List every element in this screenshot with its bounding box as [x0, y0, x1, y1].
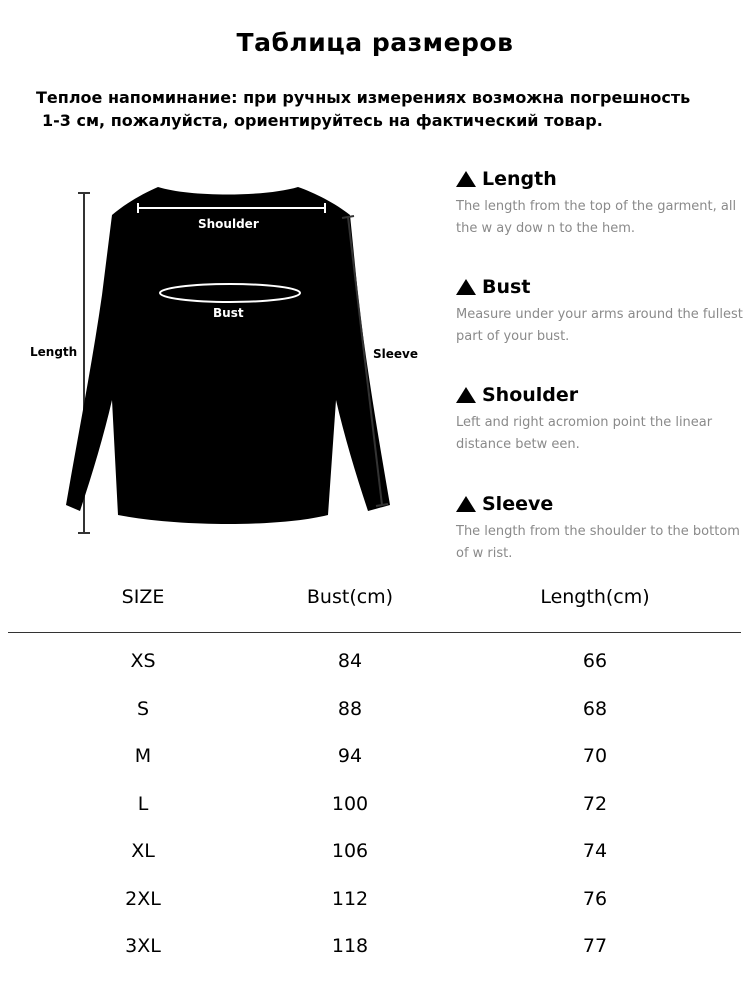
definition-length — [456, 168, 746, 240]
definition-text: The length from the shoulder to the bottom of w rist. — [456, 524, 740, 561]
header-length: Length(cm) — [540, 586, 650, 608]
definition-text: Measure under your arms around the fullest part of your bust. — [456, 307, 743, 344]
cell-bust: 88 — [337, 697, 363, 720]
cell-size: M — [134, 745, 152, 767]
cell-size: 2XL — [125, 887, 161, 910]
cell-length: 66 — [582, 650, 608, 672]
definition-bust — [456, 276, 746, 348]
definition-shoulder — [456, 384, 746, 456]
cell-bust: 112 — [331, 887, 369, 910]
definition-title: Bust — [482, 276, 531, 298]
table-row — [0, 793, 750, 841]
cell-size: XS — [130, 650, 156, 672]
header-size: SIZE — [121, 586, 165, 608]
cell-length: 72 — [582, 792, 608, 815]
cell-size: 3XL — [125, 935, 161, 957]
definition-text: Left and right acromion point the linear distance betw een. — [456, 415, 713, 452]
triangle-icon — [456, 279, 476, 295]
cell-length: 77 — [582, 935, 608, 957]
size-table-header — [0, 586, 750, 618]
cell-size: L — [137, 792, 149, 815]
cell-bust: 106 — [331, 840, 369, 862]
table-row — [0, 840, 750, 888]
table-row — [0, 888, 750, 936]
definition-text: The length from the top of the garment, all the w ay dow n to the hem. — [456, 199, 737, 236]
table-row — [0, 698, 750, 746]
definition-title: Length — [482, 168, 557, 190]
cell-bust: 94 — [337, 745, 363, 767]
bust-label: Bust — [213, 306, 244, 320]
cell-bust: 84 — [337, 650, 363, 672]
table-row — [0, 650, 750, 698]
sleeve-label: Sleeve — [373, 347, 418, 361]
sweater-illustration — [20, 175, 440, 555]
cell-size: XL — [131, 840, 155, 862]
garment-diagram — [20, 175, 440, 555]
shoulder-label: Shoulder — [198, 217, 259, 231]
cell-length: 76 — [582, 887, 608, 910]
length-label: Length — [30, 345, 78, 359]
header-divider — [8, 632, 741, 633]
notice-line-1: Теплое напоминание: при ручных измерениях возможна погрешность — [36, 88, 691, 107]
measurement-notice — [36, 86, 736, 132]
triangle-icon — [456, 171, 476, 187]
header-bust: Bust(cm) — [306, 586, 394, 608]
definition-title: Sleeve — [482, 493, 554, 515]
table-row — [0, 745, 750, 793]
cell-bust: 118 — [331, 935, 369, 957]
cell-bust: 100 — [331, 792, 369, 815]
cell-length: 74 — [582, 840, 608, 862]
cell-length: 70 — [582, 745, 608, 767]
cell-length: 68 — [582, 697, 608, 720]
notice-line-2: 1-3 см, пожалуйста, ориентируйтесь на фактический товар. — [42, 111, 603, 130]
definition-title: Shoulder — [482, 384, 579, 406]
triangle-icon — [456, 496, 476, 512]
definition-sleeve — [456, 493, 746, 565]
table-row — [0, 935, 750, 983]
triangle-icon — [456, 387, 476, 403]
cell-size: S — [136, 697, 150, 720]
size-table-body — [0, 650, 750, 983]
page-title: Таблица размеров — [236, 28, 514, 57]
sweater-shape — [66, 187, 390, 524]
